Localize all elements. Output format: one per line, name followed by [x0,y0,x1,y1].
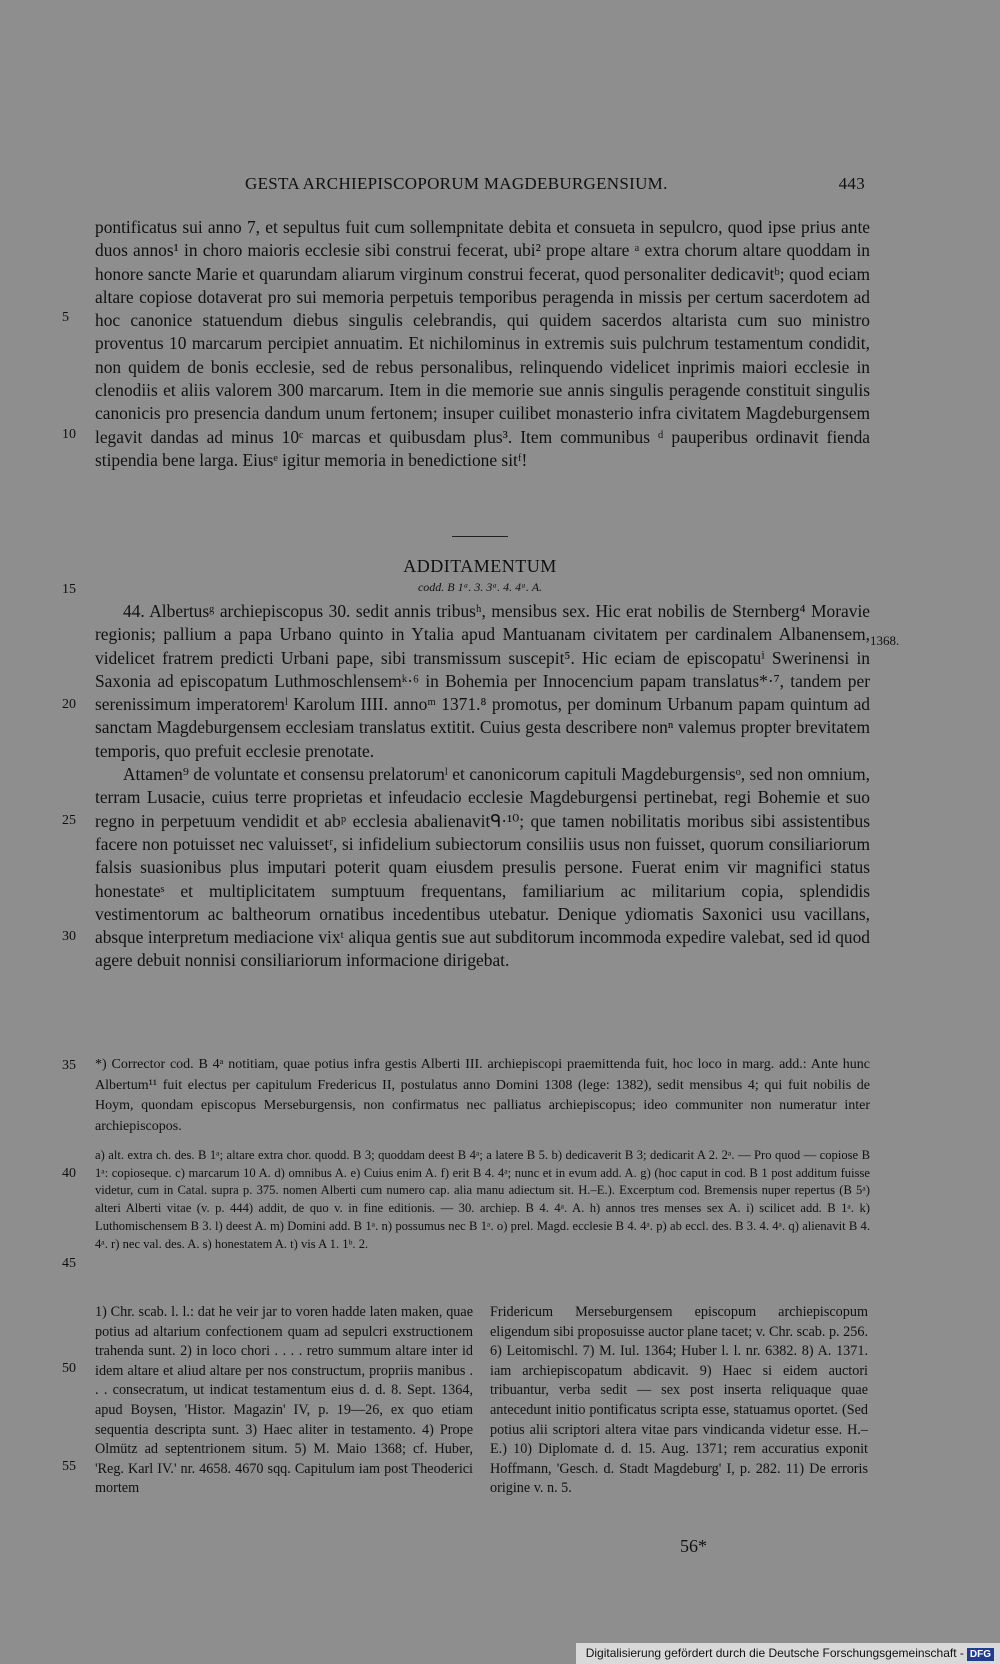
line-number: 50 [62,1361,76,1376]
running-header [245,174,865,194]
line-number: 35 [62,1058,76,1073]
line-number: 30 [62,929,76,944]
corrector-note: *) Corrector cod. B 4ᵃ notitiam, quae potius infra gestis Alberti III. archiepiscopi praemittenda fuit, hoc loco in marg. add.: Ante hunc Albertum¹¹ fuit electus per capitulum Fredericus II, postulatus anno Domini 1308 (lege: 1382), sedit mensibus 4; qui fuit nobilis de Hoym, quondam episcopus Merseburgensis, non confirmatus nec palliatus archiepiscopus; ideo communiter non numeratur inter archiepiscopos. [95,1057,870,1134]
line-number: 40 [62,1166,76,1181]
line-number: 55 [62,1459,76,1474]
line-number: 45 [62,1256,76,1271]
line-number: 10 [62,427,76,442]
additamentum-heading: ADDITAMENTUM [403,556,557,576]
line-number: 15 [62,582,76,597]
dfg-logo: DFG [967,1648,994,1661]
line-number: 25 [62,813,76,828]
footer-credit: Digitalisierung gefördert durch die Deutsche Forschungsgemeinschaft - [585,1646,964,1660]
additamentum-text [95,600,870,973]
main-text [95,216,870,472]
codices-line: codd. B 1ᵃ. 3. 3ᵃ. 4. 4ᵃ. A. [417,580,543,594]
digitization-footer [576,1643,1000,1664]
footnotes-left-column: 1) Chr. scab. l. l.: dat he veir jar to voren hadde laten maken, quae potius ad altarium confectionem quam ad sepulcri exstructionem trahenda sunt. 2) in loco chori . . . . retro summum altare inter id idem altare et aliud altare per nos constructum, propriis manibus . . . consecratum, ut indicat testamentum eius d. d. 8. Sept. 1364, apud Boysen, 'Histor. Magazin' IV, p. 19—26, ex quo etiam sequentia descripta sunt. 3) Haec aliter in testamento. 4) Prope Olmütz ad septentrionem situm. 5) M. Maio 1368; cf. Huber, 'Reg. Karl IV.' nr. 4658. 4670 sqq. Capitulum iam post Theoderici mortem [95,1304,473,1497]
additamentum-paragraph: 44. Albertusᵍ archiepiscopus 30. sedit annis tribusʰ, mensibus sex. Hic erat nobilis de Sternberg⁴ Moravie regionis; pallium a papa Urbano quinto in Ytalia apud Mantuanam civitatem per cardinalem Albanensem, videlicet fratrem predicti Urbani pape, sibi transmissum suscepit⁵. Hic eciam de episcopatuⁱ Swerinensi in Saxonia ad episcopatum Luthmoschlensemᵏ·⁶ in Bohemia per Innocencium papam translatus*·⁷, tandem per serenissimum imperatoremˡ Karolum IIII. annoᵐ 1371.⁸ promotus, per dominum Urbanum papam quintum ad sanctam Magdeburgensem ecclesiam translatus extitit. Cuius gesta describere nonⁿ valemus propter brevitatem temporis, quo prefuit ecclesie prenotate. [95,601,870,761]
footnotes-right-column: Fridericum Merseburgensem episcopum archiepiscopum eligendum sibi proposuisse auctor plane tacet; v. Chr. scab. p. 256. 6) Leitomischl. 7) M. Iul. 1364; Huber l. l. nr. 6382. 8) A. 1371. iam archiepiscopatum abdicavit. 9) Haec si eidem auctori tribuantur, verba sedit — sex post inserta reliquaque quae antecedunt initio pontificatus scripta esse, statuamus oportet. (Sed potius alii scriptori altera vitae pars vindicanda videtur esse. H.–E.) 10) Diplomate d. d. 15. Aug. 1371; rem accuratius exponit Hoffmann, 'Gesch. d. Stadt Magdeburg' I, p. 282. 11) De erroris origine v. n. 5. [490,1304,868,1497]
variant-apparatus: a) alt. extra ch. des. B 1ᵃ; altare extra chor. quodd. B 3; quoddam deest B 4ᵃ; a latere B 5. b) dedicaverit B 3; dedicarit A 2. 2ᵃ. — Pro quod — copiose B 1ᵃ: copioseque. c) marcarum 10 A. d) omnibus A. e) Cuius enim A. f) erit B 4. 4ᵃ; nunc et in evum add. A. g) (hoc caput in cod. B 1 post additum fuisse videtur, cum in Catal. supra p. 375. nomen Alberti cum numero cap. alia manu adiectum sit. H.–E.). Excerptum cod. Bremensis nuper repertus (B 5ᵃ) alteri Alberti vitae (v. p. 444) addit, de quo v. in fine editionis. — 30. archiep. B 4. 4ᵃ. A. h) annos tres menses sex A. i) scilicet add. B 1ᵃ. k) Luthomischensem B 3. l) deest A. m) Domini add. B 1ᵃ. n) possumus nec B 1ᵃ. o) prel. Magd. ecclesie B 4. 4ᵃ. p) ab eccl. des. B 3. 4. 4ᵃ. q) alienavit B 4. 4ᵃ. r) nec val. des. A. s) honestatem A. t) vis A 1. 1ᵇ. 2. [95,1148,870,1251]
page-number: 443 [838,174,865,193]
signature-mark: 56* [680,1536,707,1556]
running-title: GESTA ARCHIEPISCOPORUM MAGDEBURGENSIUM. [245,174,668,193]
margin-year: 1368. [870,633,900,648]
section-divider [452,536,508,537]
line-number: 5 [62,310,69,325]
line-number: 20 [62,697,76,712]
additamentum-paragraph: Attamen⁹ de voluntate et consensu prelatorumˡ et canonicorum capituli Magdeburgensisᵒ, sed non omnium, terram Lusacie, cuius terre proprietas et infeudacio ecclesie Magdeburgensi pertinebat, regi Bohemie et suo regno in perpetuum vendidit et abᵖ ecclesia abalienavitᑫ·¹⁰; que tamen nobilitatis moribus sibi assistentibus facere non potuisset nec valuissetʳ, si infidelium subiectorum consiliis usus non fuisset, quorum consiliariorum falsis suasionibus plus imputari poterit quam eiusdem presulis persone. Fuerat enim vir magnifici status honestateˢ et multiplicitatem sumptuum frequentans, familiarium ac militarium copia, splendidis vestimentorum ac baltheorum ornatibus incedentibus utebatur. Denique ydiomatis Saxonici usu vacillans, absque interpretum mediacione vixᵗ aliqua gentis sue aut subditorum incommoda expedire valebat, sed id quod agere debuit nonnisi consiliariorum informacione dirigebat. [95,764,870,971]
closing-paragraph: pontificatus sui anno 7, et sepultus fuit cum sollempnitate debita et consueta in sepulcro, quod ipse prius ante duos annos¹ in choro maioris ecclesie sibi construi fecerat, ubi² prope altare ᵃ extra chorum altare quoddam in honore sancte Marie et quarundam aliarum virginum construi fecerat, quod personaliter dedicavitᵇ; quod eciam altare copiose dotaverat pro sui memoria perpetuis temporibus peragenda in missis per certum sacerdotem ad hoc canonice statuendum diebus singulis celebrandis, qui quidem sacerdos altarista cum suo ministro proventus 10 marcarum percipiet annuatim. Et nichilominus in extremis suis pulchrum testamentum condidit, non quidem de bonis ecclesie, sed de rebus personalibus, relinquendo videlicet inprimis maiori ecclesie in clenodiis et aliis valorem 300 marcarum. Item in die memorie sue annis singulis peragende constituit singulis canonicis pro presencia dandum unum fertonem; insuper cuilibet monasterio infra civitatem Magdeburgensem legavit dandas ad minus 10ᶜ marcas et quibusdam plus³. Item communibus ᵈ pauperibus ordinavit fienda stipendia bene larga. Eiusᵉ igitur memoria in benedictione sitᶠ! [95,217,870,470]
